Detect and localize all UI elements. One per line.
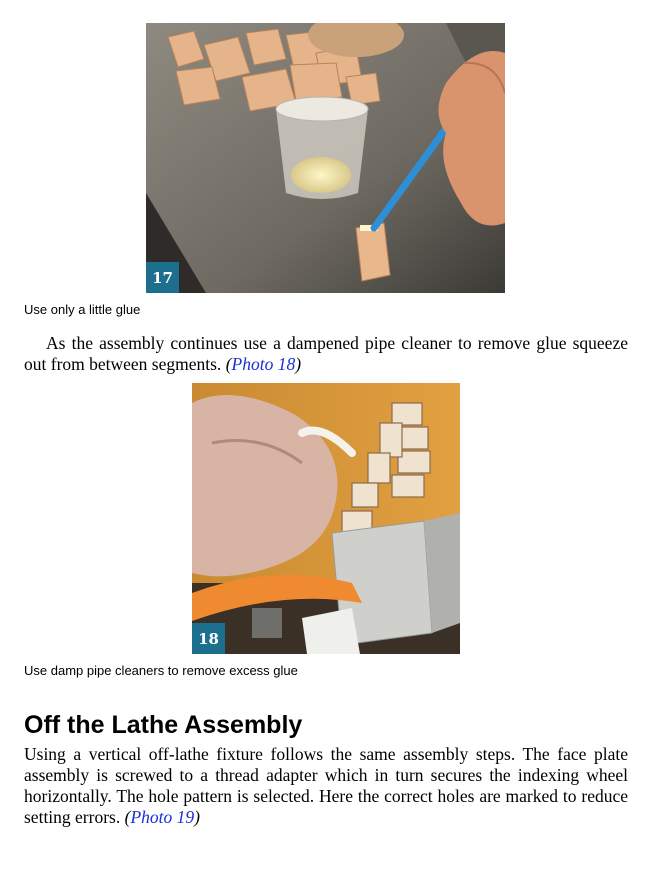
photo-caption: Use damp pipe cleaners to remove excess glue [24, 663, 298, 678]
photo-18 [192, 383, 460, 654]
photo-18-image [192, 383, 460, 654]
paragraph-text: As the assembly continues use a dampened pipe cleaner to remove glue squeeze out from between segments. [24, 333, 628, 374]
photo-ref-link[interactable]: Photo 18 [231, 354, 296, 374]
ref-close: ) [295, 354, 302, 374]
photo-17 [146, 23, 505, 293]
ref-close: ) [194, 807, 200, 827]
ref-open: ( [124, 807, 131, 827]
ref-open: ( [225, 354, 232, 374]
paragraph-text: Using a vertical off-lathe fixture follows the same assembly steps. The face plate assembly is screwed to a thread adapter which in turn secures the indexing wheel horizontally. The hole pattern is selected. Here the correct holes are marked to reduce setting errors. [24, 744, 628, 827]
body-paragraph [24, 744, 628, 828]
body-paragraph [24, 333, 628, 375]
photo-ref-link[interactable]: Photo 19 [130, 807, 195, 827]
photo-number-badge: 17 [146, 262, 179, 293]
photo-number-badge: 18 [192, 623, 225, 654]
photo-17-image [146, 23, 505, 293]
section-heading: Off the Lathe Assembly [24, 711, 303, 739]
photo-caption: Use only a little glue [24, 302, 141, 317]
